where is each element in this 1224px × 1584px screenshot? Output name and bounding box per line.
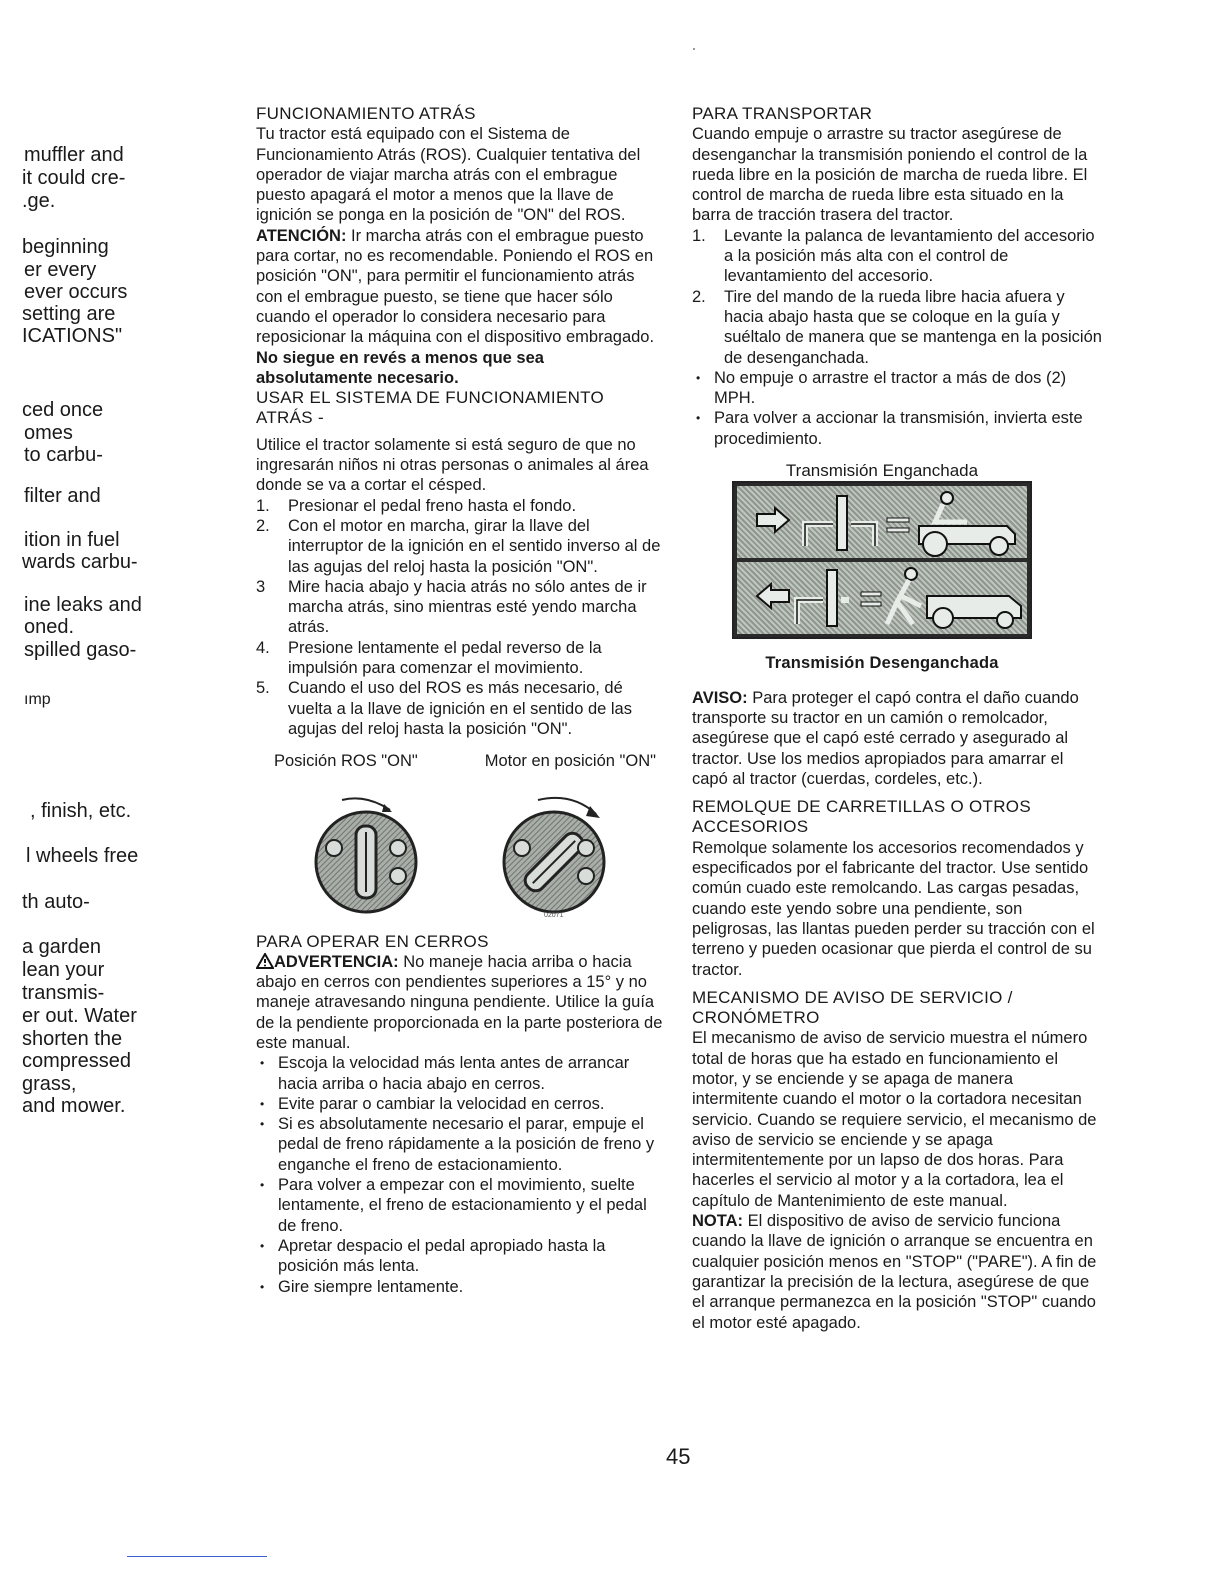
label-ros-on: Posición ROS "ON" — [274, 752, 418, 771]
left-fragment: shorten the — [22, 1028, 123, 1050]
towing-paragraph: Remolque solamente los accesorios recomendados y especificados por el fabricante del tractor. Use sentido común cuado este remolcando. Las cargas pesadas, cuando este yendo sobre una pendiente, son peligrosas, las llantas pueden perder su tracción con el terreno y pueden ocasionar que pierda el control de su tractor. — [692, 838, 1095, 979]
left-fragment: omes — [24, 422, 73, 444]
step-text: Presione lentamente el pedal reverso de la impulsión para comenzar el movimiento. — [288, 638, 602, 678]
list-item — [692, 226, 1102, 287]
list-item — [256, 638, 664, 679]
ros-figure-labels — [256, 751, 664, 771]
list-item: • Evite parar o cambiar la velocidad en cerros. — [256, 1094, 664, 1114]
step-number: 4. — [256, 638, 270, 657]
step-text: Presionar el pedal freno hasta el fondo. — [288, 496, 577, 515]
note-text: El dispositivo de aviso de servicio funciona cuando la llave de ignición o arranque se encuentra en cualquier posición menos en "STOP" ("PARE"). A fin de garantizar la precisión de la lectura, asegúrese de que el arranque permanezca en la posición "STOP" cuando el motor esté apagado. — [692, 1212, 1097, 1332]
use-ros-paragraph: Utilice el tractor solamente si está seguro de que no ingresarán niños ni otras personas o animales al área donde se va a cortar el césped. — [256, 435, 649, 495]
left-fragment: ımp — [24, 691, 51, 708]
ignition-dial-motor-icon — [492, 792, 616, 916]
left-fragment: to carbu- — [24, 444, 103, 466]
ignition-dial-ros-icon — [304, 792, 428, 916]
transmission-panels — [732, 481, 1032, 639]
warning-label-text: ADVERTENCIA: — [274, 952, 399, 971]
left-fragment: filter and — [24, 485, 101, 507]
attention-bold-text: No siegue en revés a menos que sea absolutamente necesario. — [256, 348, 544, 387]
engaged-tractor-icon — [737, 486, 1031, 558]
disengaged-tractor-icon — [737, 562, 1031, 634]
slope-bullets-list — [256, 1053, 664, 1297]
list-item — [692, 287, 1102, 368]
left-fragment: ICATIONS" — [22, 325, 123, 347]
list-item: • Escoja la velocidad más lenta antes de arrancar hacia arriba o hacia abajo en cerros. — [256, 1053, 664, 1094]
warning-label — [256, 953, 399, 971]
list-item: • Si es absolutamente necesario el parar, empuje el pedal de freno rápidamente a la posición de freno y enganche el freno de estacionamiento. — [256, 1114, 664, 1175]
step-text: Mire hacia abajo y hacia atrás no sólo antes de ir marcha atrás, sino mientras esté yendo marcha atrás. — [288, 577, 647, 637]
left-fragment: ced once — [22, 399, 104, 421]
heading-slopes: PARA OPERAR EN CERROS — [256, 931, 489, 951]
warning-text: No maneje hacia arriba o hacia abajo en cerros con pendientes superiores a 15° y no maneje atravesando ninguna pendiente. Utilice la guía de la pendiente proporcionada en la parte posteriora de este manual. — [256, 952, 663, 1052]
warning-paragraph — [256, 952, 664, 1053]
left-fragment: ine leaks and — [24, 594, 142, 616]
transport-bullets-list — [692, 368, 1102, 449]
step-text: Con el motor en marcha, girar la llave del interruptor de la ignición en el sentido inverso al de las agujas del reloj hasta la posición "ON". — [288, 516, 661, 576]
step-number: 2. — [692, 287, 706, 306]
left-fragment: ever occurs — [24, 281, 128, 303]
reverse-paragraph: Tu tractor está equipado con el Sistema de Funcionamiento Atrás (ROS). Cualquier tentativa del operador de viajar marcha atrás con el embrague puesto apagará el motor a menos que la llave de ignición se ponga en la posición de "ON" del ROS. — [256, 125, 641, 225]
step-number: 1. — [692, 226, 706, 245]
left-fragment: it could cre- — [22, 167, 126, 189]
left-fragment: er out. Water — [22, 1005, 137, 1027]
attention-paragraph — [256, 226, 664, 388]
left-fragment: ition in fuel — [24, 529, 120, 551]
left-fragment: muffler and — [24, 144, 124, 166]
step-number: 5. — [256, 679, 270, 698]
step-text: Tire del mando de la rueda libre hacia afuera y hacia abajo hasta que se coloque en la guía y suéltalo de manera que se mantenga en la posición de desenganchada. — [724, 287, 1102, 367]
list-item: • Apretar despacio el pedal apropiado hasta la posición más lenta. — [256, 1236, 664, 1277]
step-number: 1. — [256, 496, 270, 515]
left-fragment: beginning — [22, 236, 109, 258]
left-fragment: l wheels free — [26, 845, 139, 867]
disengaged-panel — [737, 562, 1027, 634]
engaged-panel — [737, 486, 1027, 558]
attention-text: Ir marcha atrás con el embrague puesto para cortar, no es recomendable. Poniendo el ROS en posición "ON", para permitir el funcionamiento atrás con el embrague puesto, se tiene que hacer sólo cuando el operador lo considera necesario para reposicionar la máquina con el dispositivo embragado. — [256, 226, 655, 347]
list-item — [256, 516, 664, 577]
note-paragraph — [692, 1211, 1102, 1333]
figure-code: 02071 — [544, 911, 564, 919]
notice-text: Para proteger el capó contra el daño cuando transporte su tractor en un camión o remolcador, asegúrese que el capó esté cerrado y asegurado al tractor. Use los medios apropiados para amarrar el capó al tractor (cuerdas, cordeles, etc.). — [692, 688, 1079, 788]
left-fragment: er every — [24, 259, 97, 281]
step-text: Cuando el uso del ROS es más necesario, dé vuelta a la llave de ignición en el sentido de las agujas del reloj hasta la posición "ON". — [288, 679, 632, 738]
heading-towing: REMOLQUE DE CARRETILLAS O OTROS ACCESORIOS — [692, 797, 1031, 837]
step-number: 2. — [256, 516, 270, 535]
heading-reverse-operation: FUNCIONAMIENTO ATRÁS — [256, 104, 476, 123]
transport-paragraph: Cuando empuje o arrastre su tractor asegúrese de desenganchar la transmisión poniendo el control de la rueda libre en la posición de marcha de rueda libre. El control de marcha de rueda libre esta situado en la barra de tracción trasera del tractor. — [692, 125, 1088, 225]
heading-transport: PARA TRANSPORTAR — [692, 104, 873, 123]
list-item — [256, 496, 664, 516]
heading-service: MECANISMO DE AVISO DE SERVICIO / CRONÓMETRO — [692, 987, 1013, 1028]
warning-triangle-icon — [256, 953, 274, 969]
list-item: • No empuje o arrastre el tractor a más de dos (2) MPH. — [692, 368, 1102, 409]
left-fragment: wards carbu- — [22, 551, 138, 573]
left-fragment: lean your — [22, 959, 105, 981]
left-fragment: a garden — [22, 936, 101, 958]
speck — [693, 48, 695, 50]
left-fragment: .ge. — [22, 190, 56, 212]
service-paragraph: El mecanismo de aviso de servicio muestra el número total de horas que ha estado en funcionamiento el motor, y se enciende y se apaga de manera intermitente cuando el motor o la cortadora necesitan servicio. Cuando se requiere servicio, el mecanismo de aviso de servicio se enciende y se apaga intermitentemente por un lapso de dos horas. Para hacerles el servicio al motor y a la cortadora, lea el capítulo de Mantenimiento de este manual. — [692, 1029, 1097, 1210]
left-fragment: setting are — [22, 303, 116, 325]
right-column — [692, 104, 1102, 1333]
notice-paragraph — [692, 688, 1102, 789]
left-fragment: , finish, etc. — [30, 800, 132, 822]
left-fragment: compressed — [22, 1050, 131, 1072]
list-item — [256, 678, 664, 739]
step-number: 3 — [256, 577, 266, 596]
left-fragment: oned. — [24, 616, 75, 638]
label-transmission-disengaged: Transmisión Desenganchada — [765, 654, 999, 673]
label-transmission-engaged: Transmisión Enganchada — [785, 461, 979, 481]
list-item — [256, 577, 664, 638]
page-number: 45 — [666, 1444, 691, 1469]
left-fragment: th auto- — [22, 891, 90, 913]
label-motor-on: Motor en posición "ON" — [484, 752, 656, 771]
footer-rule — [127, 1556, 267, 1557]
ros-figure — [256, 772, 664, 922]
list-item: • Para volver a accionar la transmisión, invierta este procedimiento. — [692, 408, 1102, 449]
ros-steps-list — [256, 496, 664, 740]
left-fragment: and mower. — [22, 1095, 126, 1117]
left-fragment: spilled gaso- — [24, 639, 137, 661]
list-item: • Gire siempre lentamente. — [256, 1277, 664, 1297]
transmission-figure — [732, 461, 1032, 674]
transport-steps-list — [692, 226, 1102, 368]
middle-column — [256, 104, 664, 1297]
step-text: Levante la palanca de levantamiento del accesorio a la posición más alta con el control de levantamiento del accesorio. — [724, 226, 1095, 286]
attention-label: ATENCIÓN: — [256, 226, 347, 245]
note-label: NOTA: — [692, 1212, 744, 1231]
list-item: • Para volver a empezar con el movimiento, suelte lentamente, el freno de estacionamiento y el pedal de freno. — [256, 1175, 664, 1236]
heading-use-ros: USAR EL SISTEMA DE FUNCIONAMIENTO ATRÁS - — [256, 388, 605, 428]
notice-label: AVISO: — [692, 688, 748, 707]
left-fragment: transmis- — [22, 982, 105, 1004]
left-fragment: grass, — [22, 1073, 77, 1095]
